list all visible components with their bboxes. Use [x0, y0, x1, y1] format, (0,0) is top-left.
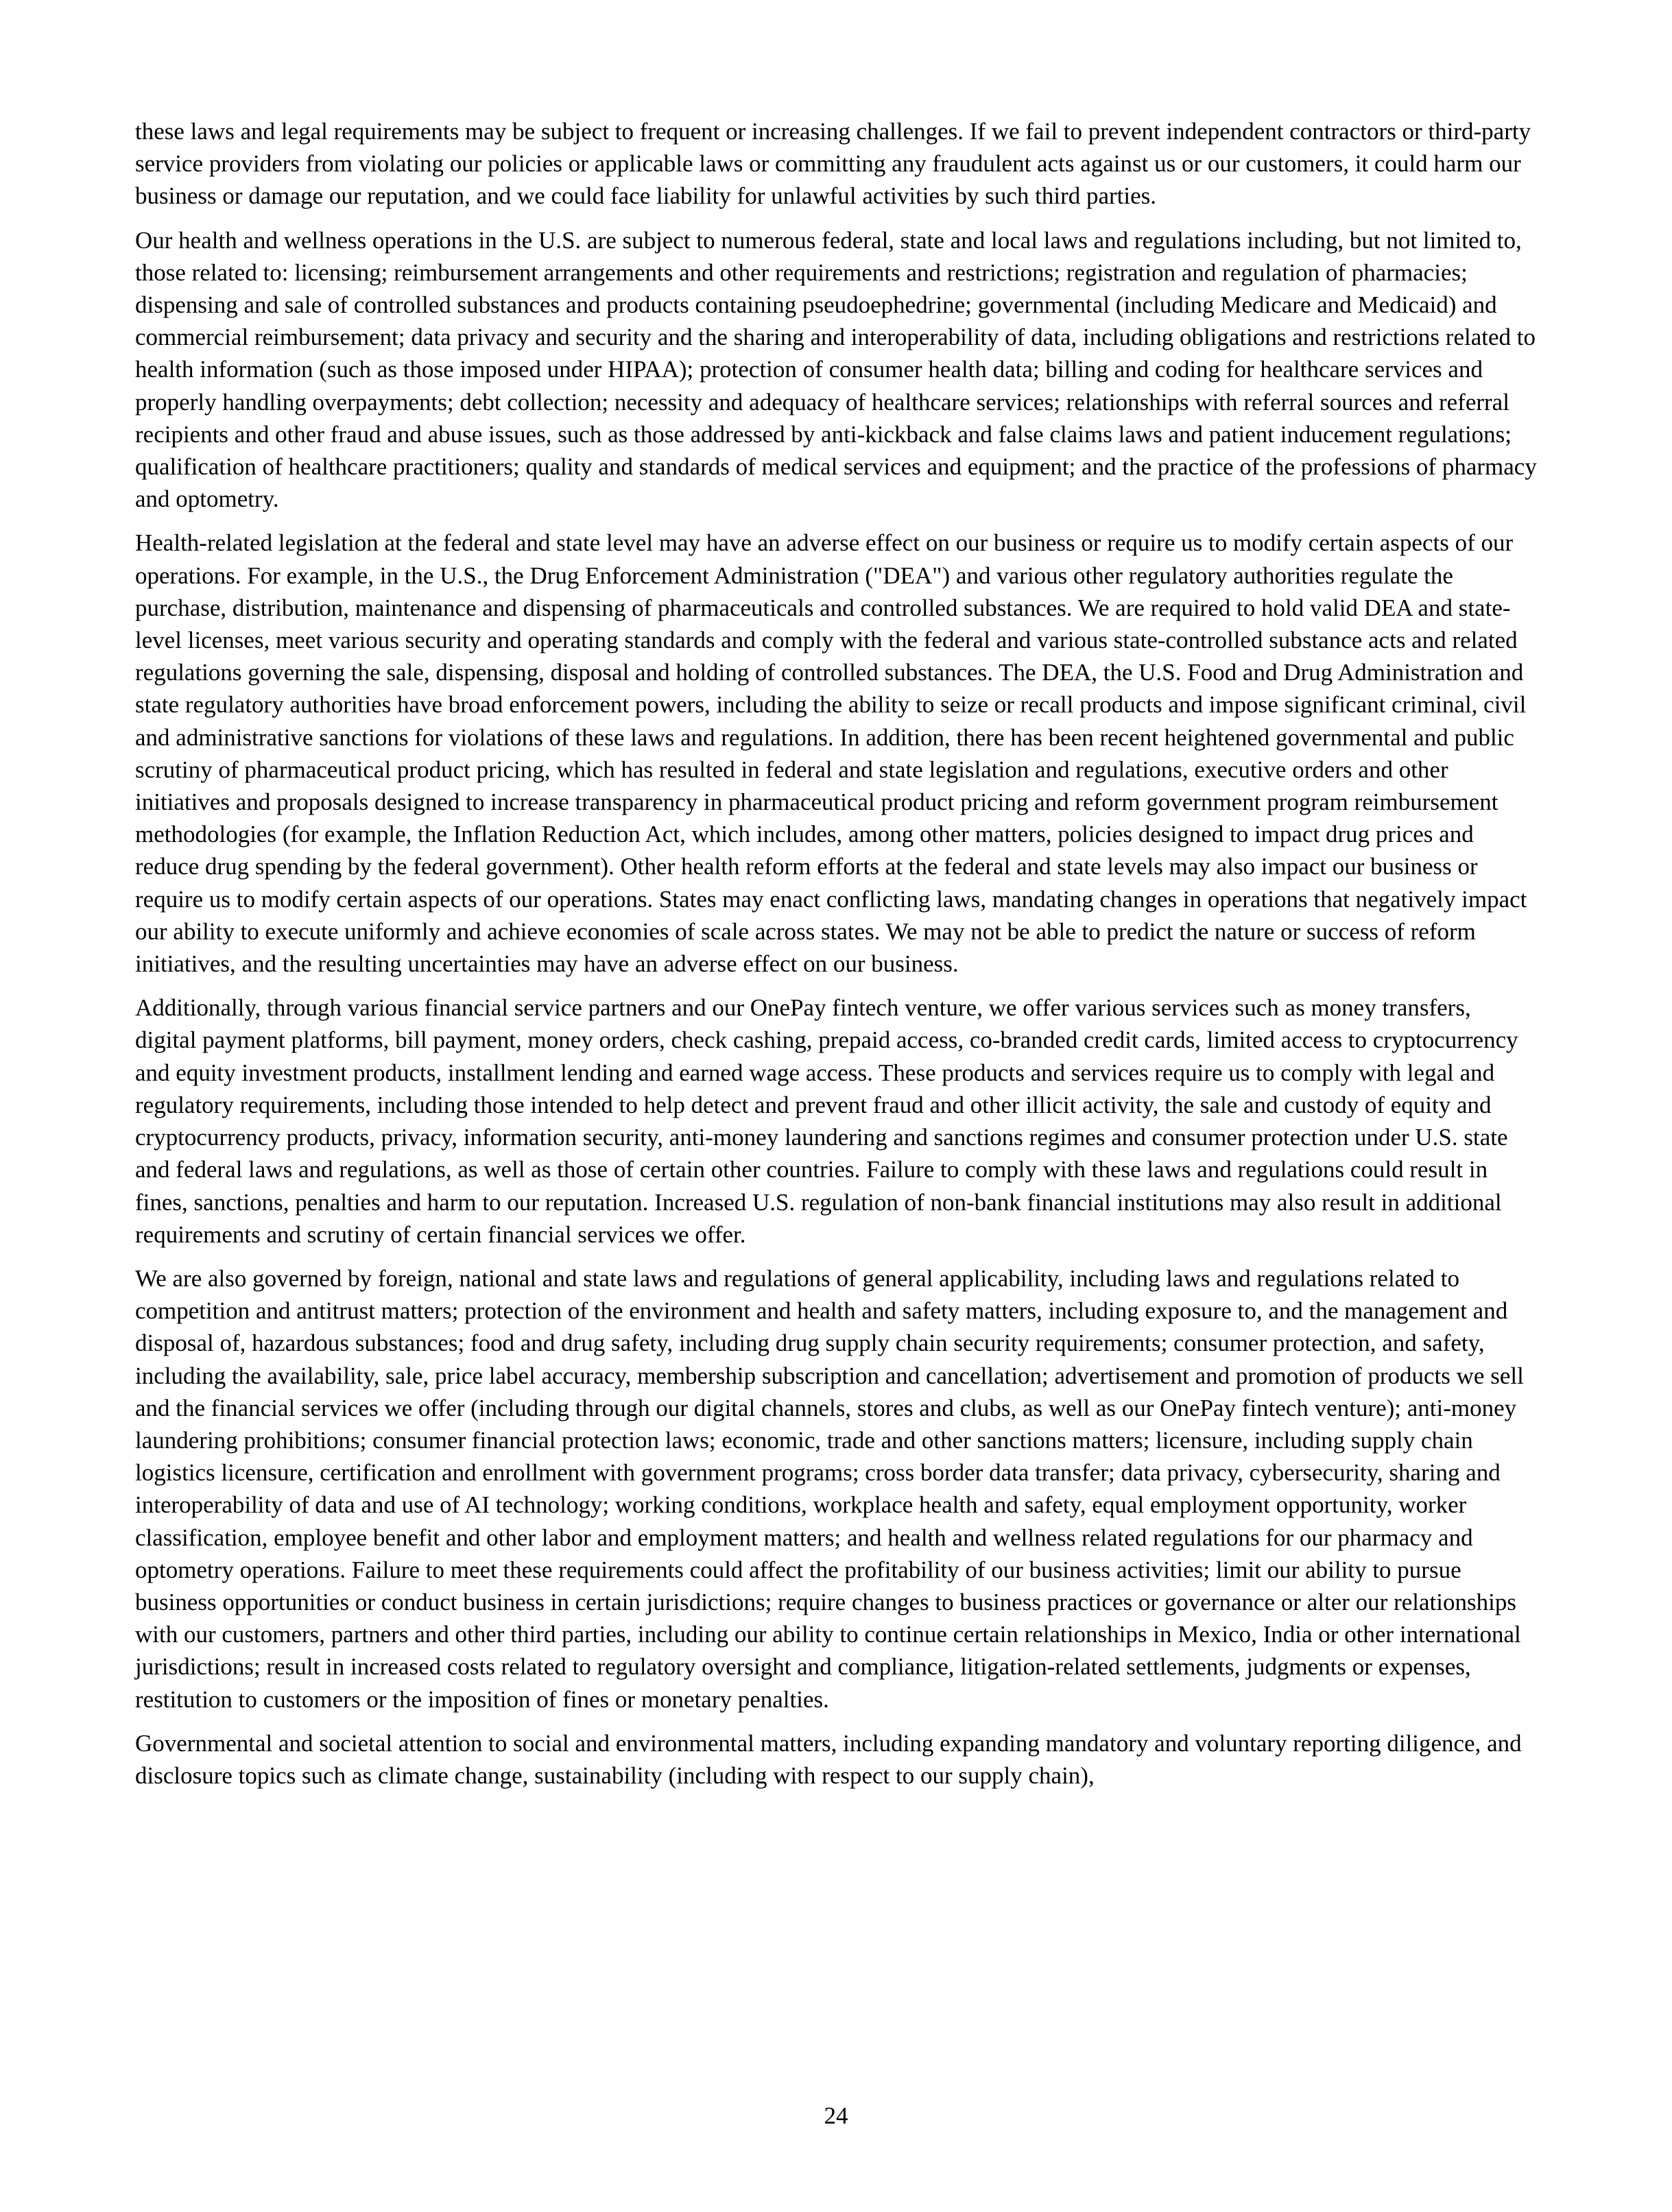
- paragraph: Our health and wellness operations in the U.S. are subject to numerous federal, state and local laws and regulations including, but not limited to, those related to: licensing; reimbursement arrangements and other requirements and restrictions; registration and regulation of pharmacies; dispensing and sale of controlled substances and products containing pseudoephedrine; governmental (including Medicare and Medicaid) and commercial reimbursement; data privacy and security and the sharing and interoperability of data, including obligations and restrictions related to health information (such as those imposed under HIPAA); protection of consumer health data; billing and coding for healthcare services and properly handling overpayments; debt collection; necessity and adequacy of healthcare services; relationships with referral sources and referral recipients and other fraud and abuse issues, such as those addressed by anti-kickback and false claims laws and patient inducement regulations; qualification of healthcare practitioners; quality and standards of medical services and equipment; and the practice of the professions of pharmacy and optometry.: [135, 226, 1537, 513]
- paragraph: We are also governed by foreign, national and state laws and regulations of general applicability, including laws and regulations related to competition and antitrust matters; protection of the environment and health and safety matters, including exposure to, and the management and disposal of, hazardous substances; food and drug safety, including drug supply chain security requirements; consumer protection, and safety, including the availability, sale, price label accuracy, membership subscription and cancellation; advertisement and promotion of products we sell and the financial services we offer (including through our digital channels, stores and clubs, as well as our OnePay fintech venture); anti-money laundering prohibitions; consumer financial protection laws; economic, trade and other sanctions matters; licensure, including supply chain logistics licensure, certification and enrollment with government programs; cross border data transfer; data privacy, cybersecurity, sharing and interoperability of data and use of AI technology; working conditions, workplace health and safety, equal employment opportunity, worker classification, employee benefit and other labor and employment matters; and health and wellness related regulations for our pharmacy and optometry operations. Failure to meet these requirements could affect the profitability of our business activities; limit our ability to pursue business opportunities or conduct business in certain jurisdictions; require changes to business practices or governance or alter our relationships with our customers, partners and other third parties, including our ability to continue certain relationships in Mexico, India or other international jurisdictions; result in increased costs related to regulatory oversight and compliance, litigation-related settlements, judgments or expenses, restitution to customers or the imposition of fines or monetary penalties.: [135, 1264, 1524, 1713]
- paragraph: these laws and legal requirements may be subject to frequent or increasing challenges. If we fail to prevent independent contractors or third-party service providers from violating our policies or applicable laws or committing any fraudulent acts against us or our customers, it could harm our business or damage our reputation, and we could face liability for unlawful activities by such third parties.: [135, 118, 1531, 210]
- paragraph: Governmental and societal attention to social and environmental matters, including expanding mandatory and voluntary reporting diligence, and disclosure topics such as climate change, sustainability (including with respect to our supply chain),: [135, 1729, 1522, 1789]
- paragraph: Additionally, through various financial service partners and our OnePay fintech venture, we offer various services such as money transfers, digital payment platforms, bill payment, money orders, check cashing, prepaid access, co-branded credit cards, limited access to cryptocurrency and equity investment products, installment lending and earned wage access. These products and services require us to comply with legal and regulatory requirements, including those intended to help detect and prevent fraud and other illicit activity, the sale and custody of equity and cryptocurrency products, privacy, information security, anti-money laundering and sanctions regimes and consumer protection under U.S. state and federal laws and regulations, as well as those of certain other countries. Failure to comply with these laws and regulations could result in fines, sanctions, penalties and harm to our reputation. Increased U.S. regulation of non-bank financial institutions may also result in additional requirements and scrutiny of certain financial services we offer.: [135, 994, 1518, 1248]
- document-body: [135, 115, 1538, 1803]
- paragraph: Health-related legislation at the federal and state level may have an adverse effect on our business or require us to modify certain aspects of our operations. For example, in the U.S., the Drug Enforcement Administration ("DEA") and various other regulatory authorities regulate the purchase, distribution, maintenance and dispensing of pharmaceuticals and controlled substances. We are required to hold valid DEA and state-level licenses, meet various security and operating standards and comply with the federal and various state-controlled substance acts and related regulations governing the sale, dispensing, disposal and holding of controlled substances. The DEA, the U.S. Food and Drug Administration and state regulatory authorities have broad enforcement powers, including the ability to seize or recall products and impose significant criminal, civil and administrative sanctions for violations of these laws and regulations. In addition, there has been recent heightened governmental and public scrutiny of pharmaceutical product pricing, which has resulted in federal and state legislation and regulations, executive orders and other initiatives and proposals designed to increase transparency in pharmaceutical product pricing and reform government program reimbursement methodologies (for example, the Inflation Reduction Act, which includes, among other matters, policies designed to impact drug prices and reduce drug spending by the federal government). Other health reform efforts at the federal and state levels may also impact our business or require us to modify certain aspects of our operations. States may enact conflicting laws, mandating changes in operations that negatively impact our ability to execute uniformly and achieve economies of scale across states. We may not be able to predict the nature or success of reform initiatives, and the resulting uncertainties may have an adverse effect on our business.: [135, 529, 1527, 978]
- page-number: 24: [824, 2102, 848, 2129]
